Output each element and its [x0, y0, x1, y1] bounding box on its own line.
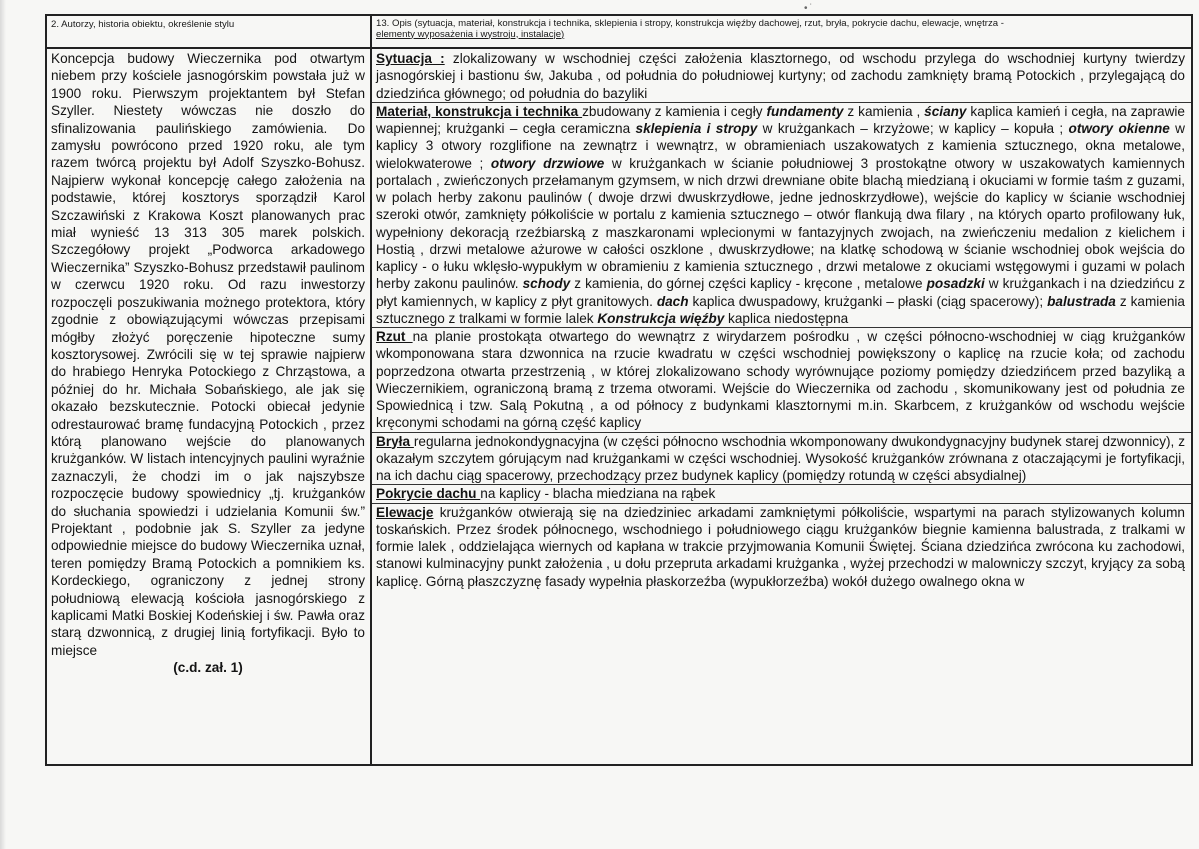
- right-column: [372, 16, 1191, 764]
- left-column: [47, 16, 372, 764]
- material-text-3: kaplica kamień i cegła, na zaprawie wapiennej; krużganki – cegła ceramiczna: [376, 103, 1185, 136]
- section-roofing: [372, 485, 1191, 503]
- material-term-truss: Konstrukcja więźby: [597, 310, 725, 326]
- elevations-label: Elewacje: [376, 504, 434, 520]
- elevations-text: krużganków otwierają się na dziedziniec arkadami zamkniętymi półkoliście, wspartymi na parach stylizowanych kolumn toskańskich. Przez środek północnego, wschodniego i południowego ciągu krużganków biegnie kamienna balustrada, z tralkami w formie lalek , oddzielająca wiernych od kapłana w trakcie przyjmowania Komunii Świętej. Ściana dziedzińca zwrócona ku zachodowi, stanowi kulminacyjny punkt założenia , u dołu przepruta arkadami krużganka , wyżej przechodzi w malowniczy szczyt, kryjący za sobą kaplicę. Górną płaszczyznę fasady wypełnia płaskorzeźba (wypukłorzeźba) wokół dużego owalnego okna w: [376, 504, 1185, 589]
- form-sheet: [45, 14, 1193, 766]
- material-term-stairs: schody: [522, 276, 571, 292]
- continuation-note: (c.d. zał. 1): [173, 660, 243, 676]
- section-massing: [372, 433, 1191, 486]
- plan-text: na planie prostokąta otwartego do wewnątrz z wirydarzem pośrodku , w części północno-wschodniej w ciąg krużganków wkomponowana stara dzwonnica na rzucie kwadratu w części wschodniej powiększony o kaplicę na rzucie koła; od zachodu poprzedzona otwarta przestrzenią , w której zlokalizowano schody wyrównujące poziomy pomiędzy dziedzińcem przed bazyliką a Wieczernikiem, ograniczoną bramą z trzema otworami. Wejście do Wieczernika od zachodu , skomunikowany jest od południa ze Spowiednicą i tzw. Salą Pokutną , a od północy z budynkami klasztornymi m.in. Skarbcem, z krużganków od wschodu wejście kręconymi schodami na górną część kaplicy: [376, 329, 1185, 431]
- description-body: [372, 49, 1191, 590]
- material-text-8: w krużgankach i na dziedzińcu z płyt kamiennych, w kaplicy z płyt granitowych.: [376, 276, 1186, 309]
- section-plan: [372, 328, 1191, 433]
- material-text-4: w krużgankach – krzyżowe; w kaplicy – kopuła ;: [757, 121, 1069, 136]
- right-header-line-1: 13. Opis (sytuacja, materiał, konstrukcja i technika, sklepienia i stropy, konstrukcja więźby dachowej, rzut, bryła, pokrycie dachu, elewacje, wnętrza -: [376, 18, 1004, 29]
- massing-label: Bryła: [376, 433, 414, 449]
- material-term-doors: otwory drzwiowe: [490, 155, 605, 171]
- material-label: Materiał, konstrukcja i technika: [376, 103, 583, 119]
- material-text-10: z kamienia sztucznego z tralkami w formie lalek: [376, 293, 1185, 326]
- massing-text: regularna jednokondygnacyjna (w części północno wschodnia wkomponowany dwukondygnacyjny budynek starej dzwonnicy), z okazałym szczytem górującym nad krużgankami w części wschodniej. Wysokość krużganków zrównana z otaczającymi je fortyfikacji, na ich dachu ciąg spacerowy, przechodzący przez budynek kaplicy (pomiędzy rotundą w części absydialnej): [376, 433, 1185, 483]
- material-text-7: z kamienia, do górnej części kaplicy - kręcone , metalowe: [570, 276, 927, 292]
- right-header-line-2: elementy wyposażenia i wystroju, instalacje): [376, 28, 565, 40]
- material-text-9: kaplica dwuspadowy, krużganki – płaski (ciąg spacerowy);: [688, 293, 1048, 309]
- material-term-windows: otwory okienne: [1068, 121, 1170, 136]
- roofing-label: Pokrycie dachu: [376, 486, 481, 502]
- left-header: 2. Autorzy, historia obiektu, określenie stylu: [47, 16, 370, 49]
- material-text-2: z kamienia ,: [843, 103, 925, 119]
- page-mark: •˙: [804, 3, 815, 14]
- situation-text: zlokalizowany w wschodniej części założenia klasztornego, od wschodu przylega do wschodniej kurtyny twierdzy jasnogórskiej i bastionu św, Jakuba , od południa do południowej kurtyny; od zachodu zamknięty bramą Potockich , przylegającą do dziedzińca głównego; od południa do bazyliki: [376, 51, 1185, 101]
- material-term-floors: posadzki: [926, 276, 985, 292]
- scan-edge: [0, 0, 6, 849]
- material-term-balustrade: balustrada: [1047, 293, 1116, 309]
- material-text-11: kaplica niedostępna: [724, 310, 849, 326]
- material-term-foundations: fundamenty: [766, 103, 844, 119]
- section-material: [372, 103, 1191, 328]
- material-text-5: w kaplicy 3 otwory rozglifione na zewnątrz i wewnątrz, w obramieniach uszakowatych z kamienia sztucznego, okna metalowe, wielokwaterowe ;: [376, 121, 1186, 171]
- material-text-6: w krużgankach w ścianie południowej 3 prostokątne otwory w uszakowatych kamiennych portalach , zwieńczonych przełamanym gzymsem, w nich drzwi drewniane obite blachą miedzianą i okuciami w formie taśm z guzami, w polach herby zakonu paulinów ( dwoje drzwi dwuskrzydłowe, jedne jednoskrzydłowe), wejście do kaplicy w ścianie wschodniej szeroki otwór, zamknięty półkoliście w portalu z kamienia sztucznego – otwór flankują dwa filary , na których oparto profilowany łuk, wypełniony dekoracją rzeźbiarską z maszkaronami wplecionymi w fantazyjnych zwojach, na zwieńczeniu medalion z kielichem i Hostią , drzwi metalowe ażurowe w całości oszklone , dwuskrzydłowe; na klatkę schodową w ścianie wschodniej obok wejścia do kaplicy - o łuku wklęsło-wypukłym w obramieniu z kamienia sztucznego , drzwi metalowe z okuciami wstęgowymi i guzami w polach herby zakonu paulinów.: [376, 155, 1185, 292]
- material-term-walls: ściany: [924, 103, 967, 119]
- roofing-text: na kaplicy - blacha miedziana na rąbek: [480, 486, 716, 502]
- section-situation: [372, 50, 1191, 103]
- history-text-block: [47, 49, 370, 764]
- right-header: [372, 16, 1191, 49]
- history-text: Koncepcja budowy Wieczernika pod otwartym niebem przy kościele jasnogórskim powstała już w 1900 roku. Pierwszym projektantem był Stefan Szyller. Niestety wówczas nie doszło do sfinalizowania paulińskiego zamówienia. Do zamysłu powrócono przed 1920 roku, ale tym razem twórcą projektu był Adolf Szyszko-Bohusz. Najpierw wykonał koncepcję całego założenia na podstawie, której kosztorys sporządził Karol Szczawiński z Krakowa Koszt planowanych prac miał wynieść 13 313 305 marek polskich. Szczegółowy projekt „Podworca arkadowego Wieczernika” Szyszko-Bohusz przedstawił paulinom w czerwcu 1920 roku. Od razu inwestorzy rozpoczęli poszukiwania możnego protektora, który zgodnie z obowiązującymi wówczas przepisami mógłby złożyć poręczenie hipoteczne sumy kosztorysowej. Zwrócili się w tej sprawie najpierw do hrabiego Henryka Potockiego z Chrząstowa, a później do hr. Michała Sobańskiego, ale jak się okazało bezskutecznie. Potocki obiecał jedynie odrestaurować bramę fundacyjną Potockich , przez którą planowano wejście do planowanych krużganków. W listach intencyjnych paulini wyraźnie zaznaczyli, że chodzi im o jak najszybsze rozpoczęcie budowy spowiednicy „tj. krużganków do słuchania spowiedzi i udzielania Komunii św.” Projektant , podobnie jak S. Szyller za jedyne odpowiednie miejsce do budowy Wieczernika uznał, teren pomiędzy Bramą Potockich a pomnikiem ks. Kordeckiego, ograniczony z jednej strony południową elewacją kościoła jasnogórskiego z kaplicami Matki Boskiej Kodeńskiej i św. Pawła oraz starą dzwonnicą, z drugiej linią fortyfikacji. Było to miejsce: [51, 51, 365, 658]
- situation-label: Sytuacja :: [376, 51, 445, 66]
- section-elevations: [372, 504, 1191, 590]
- material-term-vaults: sklepienia i stropy: [635, 121, 758, 136]
- material-term-roof: dach: [656, 293, 689, 309]
- material-text-1: zbudowany z kamienia i cegły: [582, 103, 767, 119]
- plan-label: Rzut: [376, 329, 413, 344]
